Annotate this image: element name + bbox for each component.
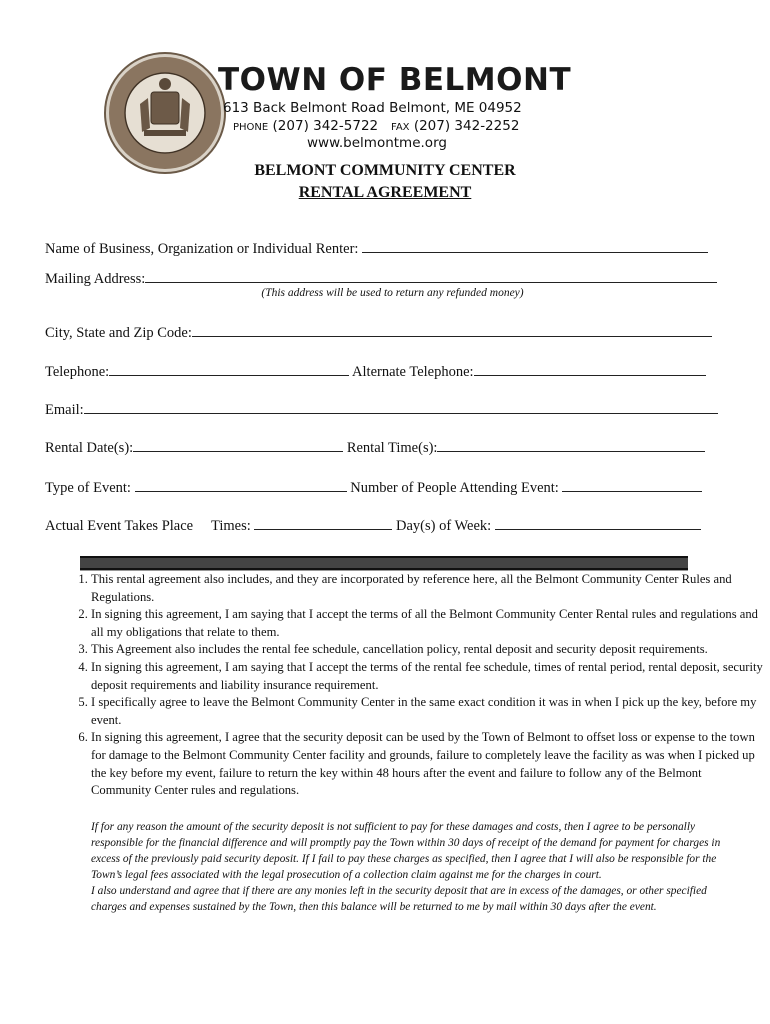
deposit-terms-block	[91, 819, 721, 915]
rental-dates-label: Rental Date(s):	[45, 440, 134, 456]
days-of-week-line[interactable]	[495, 515, 701, 530]
city-state-zip-label: City, State and Zip Code:	[45, 325, 192, 341]
term-item: 5. I specifically agree to leave the Belmont Community Center in the same exact condition it was in when I pick up the key, before my event.	[91, 694, 763, 729]
deposit-shortfall-paragraph: If for any reason the amount of the security deposit is not sufficient to pay for these damages and costs, then I agree to be personally responsible for the financial difference and will promptly pay the Town within 30 days of receipt of the demand for payment for charges in excess of the previously paid security deposit. If I fail to pay these charges as specified, then I agree that I will also be responsible for the Town’s legal fees associated with the legal prosecution of a collection claim against me for the charges in court.	[91, 821, 721, 881]
renter-name-label: Name of Business, Organization or Individual Renter:	[45, 241, 359, 257]
rental-dates-field[interactable]	[45, 437, 705, 457]
town-seal-icon	[104, 52, 226, 174]
event-type-field[interactable]	[45, 477, 702, 497]
deposit-refund-paragraph: I also understand and agree that if there are any monies left in the security deposit that are in excess of the damages, or other specified charges and expenses sustained by the Town, then this balance will be returned to me by mail within 30 days after the event.	[91, 885, 707, 913]
terms-list	[45, 571, 763, 800]
email-label: Email:	[45, 402, 84, 418]
alt-telephone-line[interactable]	[474, 361, 706, 376]
town-website: www.belmontme.org	[307, 135, 447, 151]
telephone-line[interactable]	[109, 361, 349, 376]
mailing-address-note: (This address will be used to return any refunded money)	[261, 287, 524, 299]
attendance-label: Number of People Attending Event:	[350, 480, 559, 496]
section-divider	[80, 556, 688, 570]
mailing-address-label: Mailing Address:	[45, 271, 146, 287]
term-item: 4. In signing this agreement, I am saying that I accept the terms of the rental fee schedule, times of rental period, rental deposit, security deposit requirements and liability insurance requirement.	[91, 659, 763, 694]
times-label: Times:	[210, 518, 251, 534]
term-item: 1. This rental agreement also includes, and they are incorporated by reference here, all the Belmont Community Center Rules and Regulations.	[91, 571, 763, 606]
phone-number: (207) 342-5722	[272, 118, 379, 134]
rental-times-line[interactable]	[437, 437, 705, 452]
fax-number: (207) 342-2252	[413, 118, 520, 134]
days-of-week-label: Day(s) of Week:	[396, 518, 492, 534]
city-state-zip-field[interactable]	[45, 322, 712, 342]
mailing-address-line[interactable]	[145, 268, 717, 283]
term-item: 6. In signing this agreement, I agree that the security deposit can be used by the Town of Belmont to offset loss or expense to the town for damage to the Belmont Community Center facility and grounds, failure to completely leave the facility as was when I picked up the key before my event, failure to return the key within 48 hours after the event and failure to follow any of the Belmont Community Center rules and regulations.	[91, 729, 763, 799]
alt-telephone-label: Alternate Telephone:	[352, 364, 474, 380]
rental-dates-line[interactable]	[133, 437, 343, 452]
mailing-address-field[interactable]	[45, 268, 717, 288]
fax-label: FAX	[391, 122, 410, 133]
document-subtitle: RENTAL AGREEMENT	[298, 184, 472, 201]
town-address: 613 Back Belmont Road Belmont, ME 04952	[223, 100, 522, 116]
attendance-line[interactable]	[562, 477, 702, 492]
renter-name-field[interactable]	[45, 238, 708, 258]
event-type-line[interactable]	[135, 477, 347, 492]
times-line[interactable]	[254, 515, 392, 530]
telephone-field[interactable]	[45, 361, 706, 381]
phone-label: PHONE	[233, 122, 269, 133]
event-type-label: Type of Event:	[45, 480, 131, 496]
rental-times-label: Rental Time(s):	[346, 440, 438, 456]
actual-event-field[interactable]	[45, 515, 701, 535]
telephone-label: Telephone:	[45, 364, 110, 380]
renter-name-line[interactable]	[362, 238, 708, 253]
town-phone-fax	[233, 118, 519, 134]
document-title: BELMONT COMMUNITY CENTER	[254, 162, 516, 179]
term-item: 2. In signing this agreement, I am saying that I accept the terms of all the Belmont Community Center Rental rules and regulations and all my obligations that relate to them.	[91, 606, 763, 641]
email-line[interactable]	[84, 399, 718, 414]
email-field[interactable]	[45, 399, 718, 419]
town-title: TOWN OF BELMONT	[218, 62, 572, 98]
city-state-zip-line[interactable]	[192, 322, 712, 337]
actual-event-label: Actual Event Takes Place	[45, 518, 194, 534]
term-item: 3. This Agreement also includes the rental fee schedule, cancellation policy, rental deposit and security deposit requirements.	[91, 641, 763, 659]
